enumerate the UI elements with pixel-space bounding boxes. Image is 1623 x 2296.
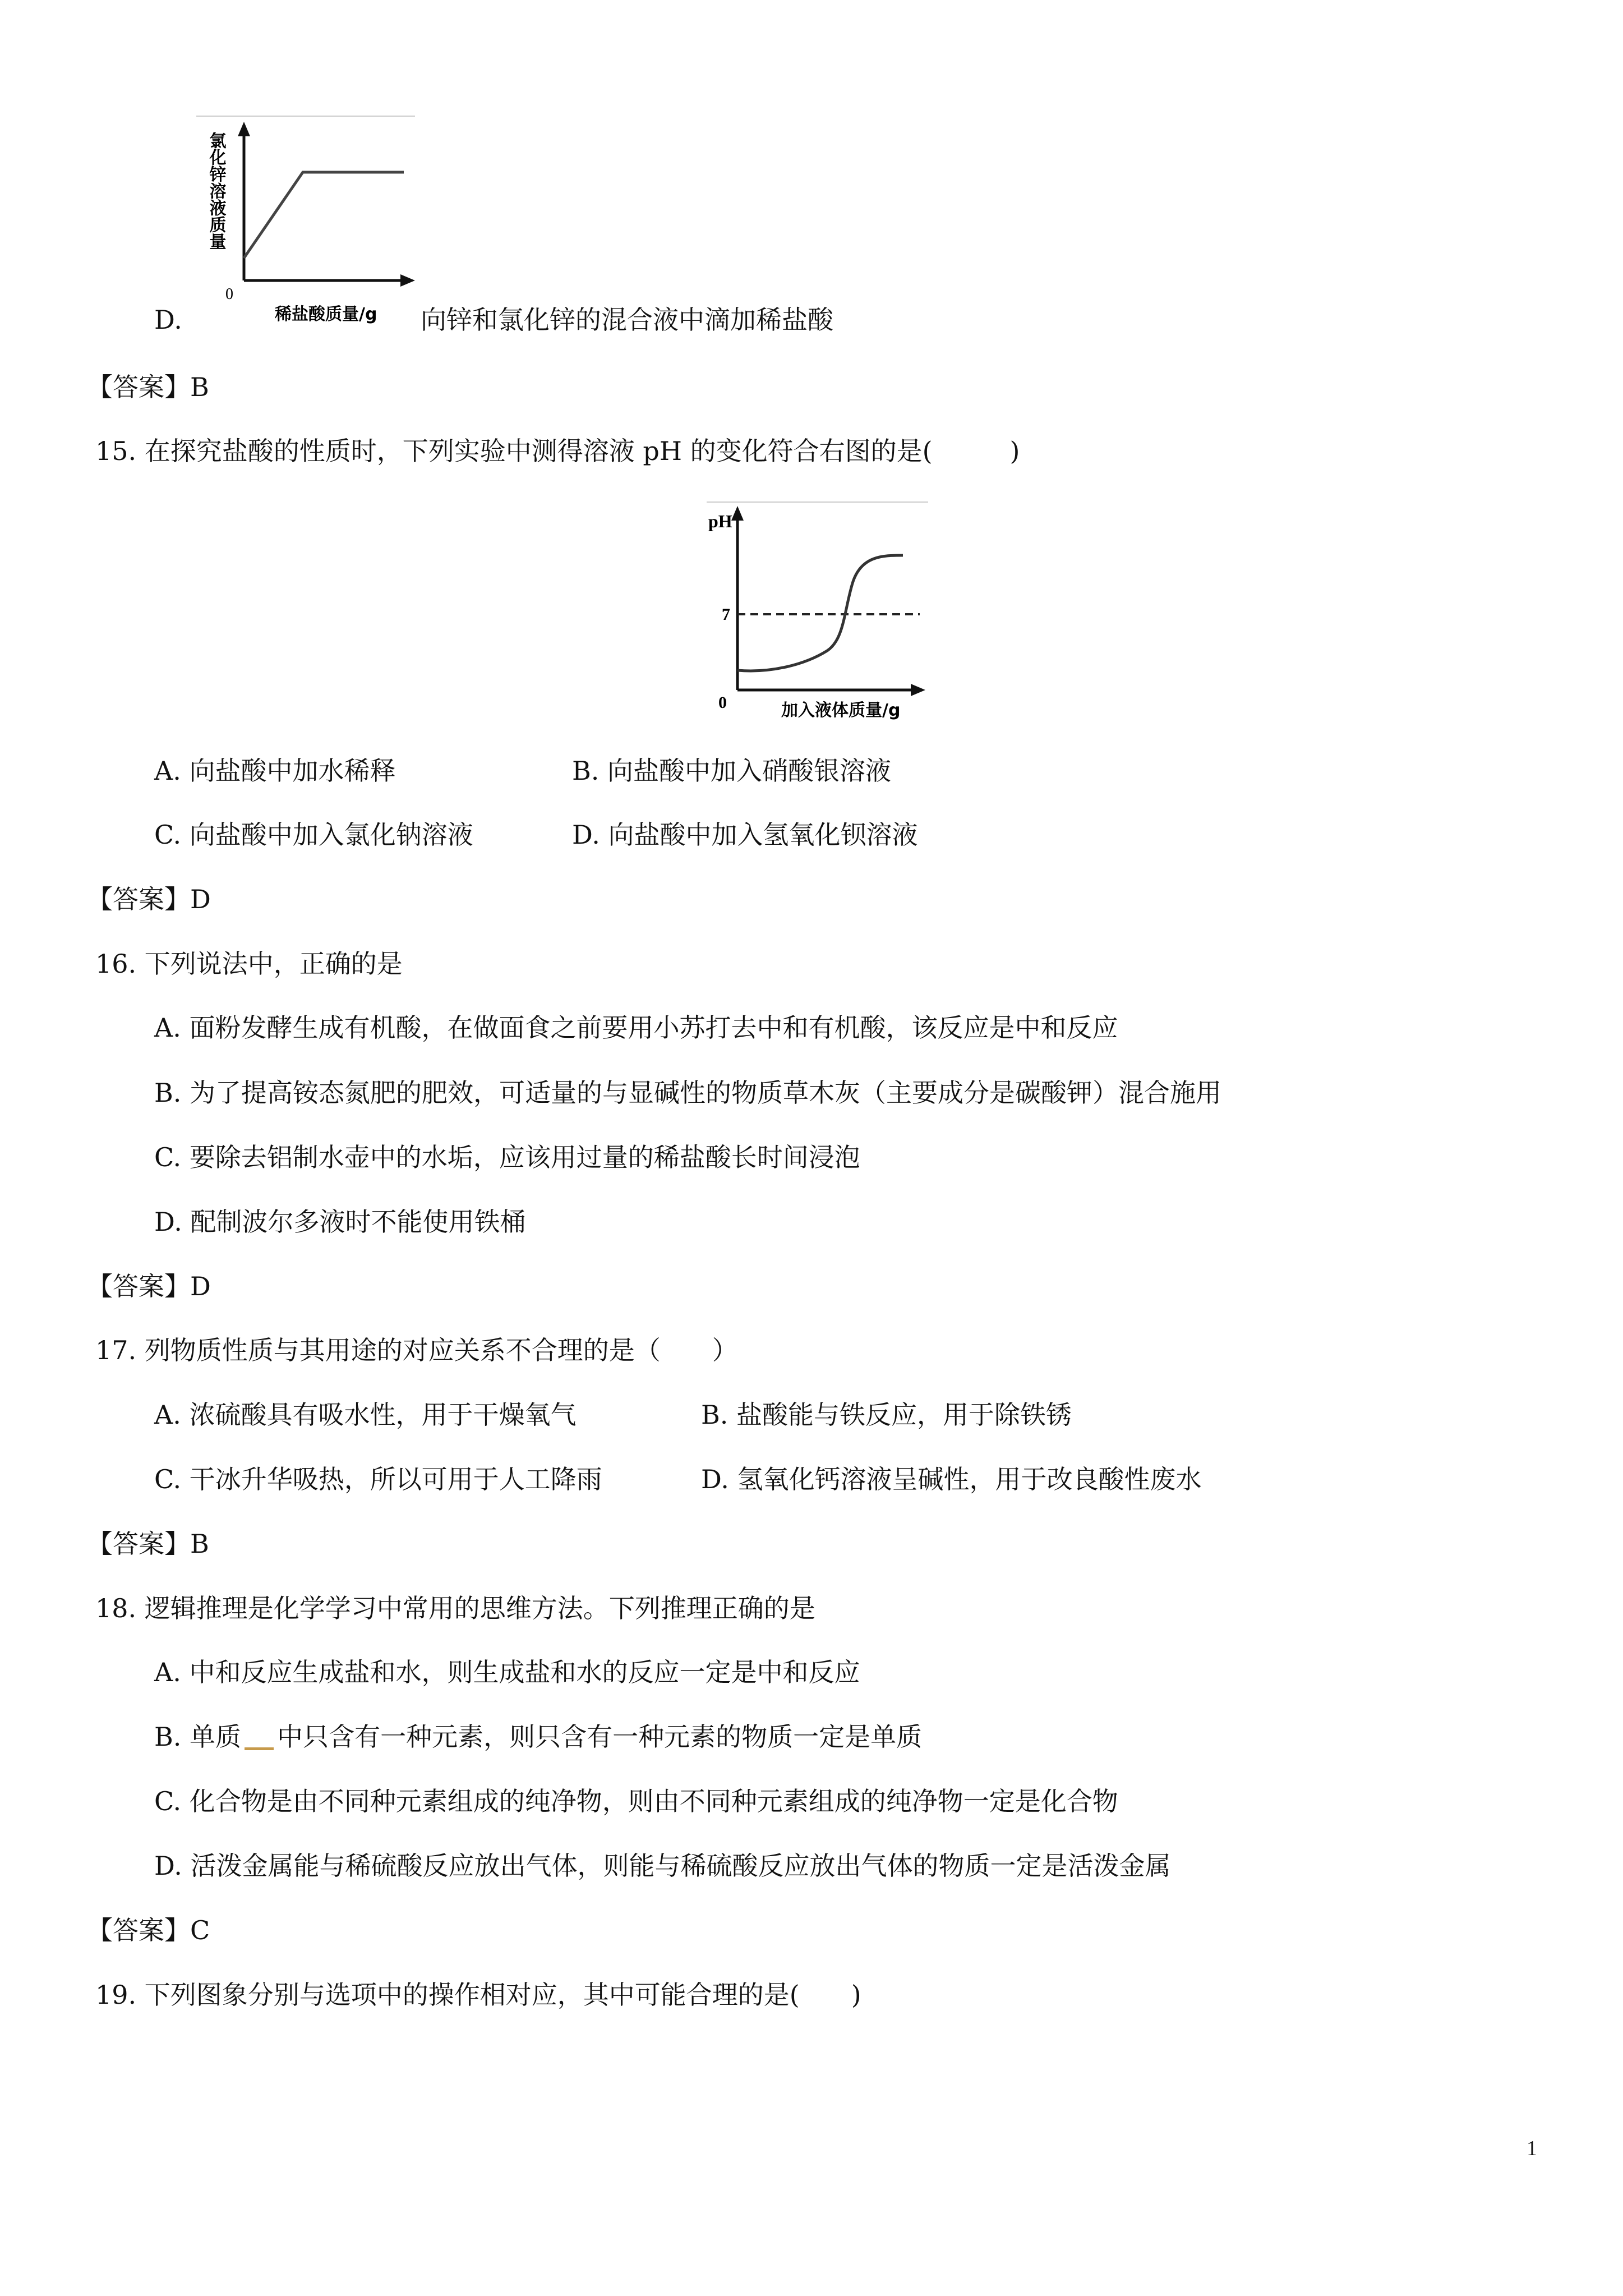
q17-option-a: A. 浓硫酸具有吸水性，用于干燥氧气 — [154, 1400, 577, 1430]
q16-stem: 16. 下列说法中，正确的是 — [95, 949, 403, 979]
q16-option-a: A. 面粉发酵生成有机酸，在做面食之前要用小苏打去中和有机酸，该反应是中和反应 — [154, 1013, 1118, 1043]
q14-answer: 【答案】B — [87, 372, 209, 402]
page-number: 1 — [1527, 2137, 1537, 2160]
q15-ylabel: pH — [708, 511, 732, 531]
q15-origin: 0 — [718, 693, 727, 712]
q16-option-c: C. 要除去铝制水壶中的水垢，应该用过量的稀盐酸长时间浸泡 — [154, 1142, 860, 1172]
q17-option-b: B. 盐酸能与铁反应，用于除铁锈 — [701, 1400, 1072, 1430]
q14-curve — [244, 172, 404, 258]
q18-option-d: D. 活泼金属能与稀硫酸反应放出气体，则能与稀硫酸反应放出气体的物质一定是活泼金属 — [154, 1851, 1171, 1881]
q18-stem: 18. 逻辑推理是化学学习中常用的思维方法。下列推理正确的是 — [95, 1593, 815, 1623]
q18-option-b-part1: B. 单质 — [154, 1722, 242, 1752]
q18-option-a: A. 中和反应生成盐和水，则生成盐和水的反应一定是中和反应 — [154, 1657, 860, 1687]
blank-underline-mark — [245, 1747, 274, 1750]
q14-option-d-text: 向锌和氯化锌的混合液中滴加稀盐酸 — [421, 305, 833, 335]
q17-option-c: C. 干冰升华吸热，所以可用于人工降雨 — [154, 1464, 602, 1494]
q15-option-b: B. 向盐酸中加入硝酸银溶液 — [572, 756, 892, 786]
q17-answer: 【答案】B — [87, 1529, 209, 1559]
q17-stem: 17. 列物质性质与其用途的对应关系不合理的是（ ） — [95, 1335, 738, 1365]
q16-option-d: D. 配制波尔多液时不能使用铁桶 — [154, 1207, 526, 1237]
q15-option-d: D. 向盐酸中加入氢氧化钡溶液 — [572, 820, 918, 850]
q14-xlabel: 稀盐酸质量/g — [275, 305, 377, 324]
q14-ylabel: 氯化锌溶液质量 — [206, 132, 226, 250]
q15-xlabel: 加入液体质量/g — [781, 701, 901, 720]
q15-ref-label: 7 — [722, 605, 730, 624]
q15-stem: 15. 在探究盐酸的性质时，下列实验中测得溶液 pH 的变化符合右图的是( ) — [95, 436, 1020, 466]
q14-graph — [191, 109, 426, 331]
q18-option-c: C. 化合物是由不同种元素组成的纯净物，则由不同种元素组成的纯净物一定是化合物 — [154, 1786, 1118, 1816]
q14-option-d-letter: D. — [154, 305, 182, 335]
q19-stem: 19. 下列图象分别与选项中的操作相对应，其中可能合理的是( ) — [95, 1980, 861, 2010]
q18-option-b — [154, 1720, 922, 1754]
q17-option-d: D. 氢氧化钙溶液呈碱性，用于改良酸性废水 — [701, 1464, 1202, 1494]
q18-option-b-part2: 中只含有一种元素，则只含有一种元素的物质一定是单质 — [277, 1722, 923, 1752]
q15-option-a: A. 向盐酸中加水稀释 — [154, 756, 396, 786]
q15-option-c: C. 向盐酸中加入氯化钠溶液 — [154, 820, 473, 850]
q18-answer: 【答案】C — [87, 1915, 210, 1945]
q16-answer: 【答案】D — [87, 1271, 211, 1301]
q15-answer: 【答案】D — [87, 884, 211, 914]
q14-origin: 0 — [225, 286, 233, 303]
q16-option-b: B. 为了提高铵态氮肥的肥效，可适量的与显碱性的物质草木灰（主要成分是碳酸钾）混合施用 — [154, 1078, 1222, 1108]
q15-graph — [704, 499, 939, 724]
q15-curve — [737, 555, 903, 671]
